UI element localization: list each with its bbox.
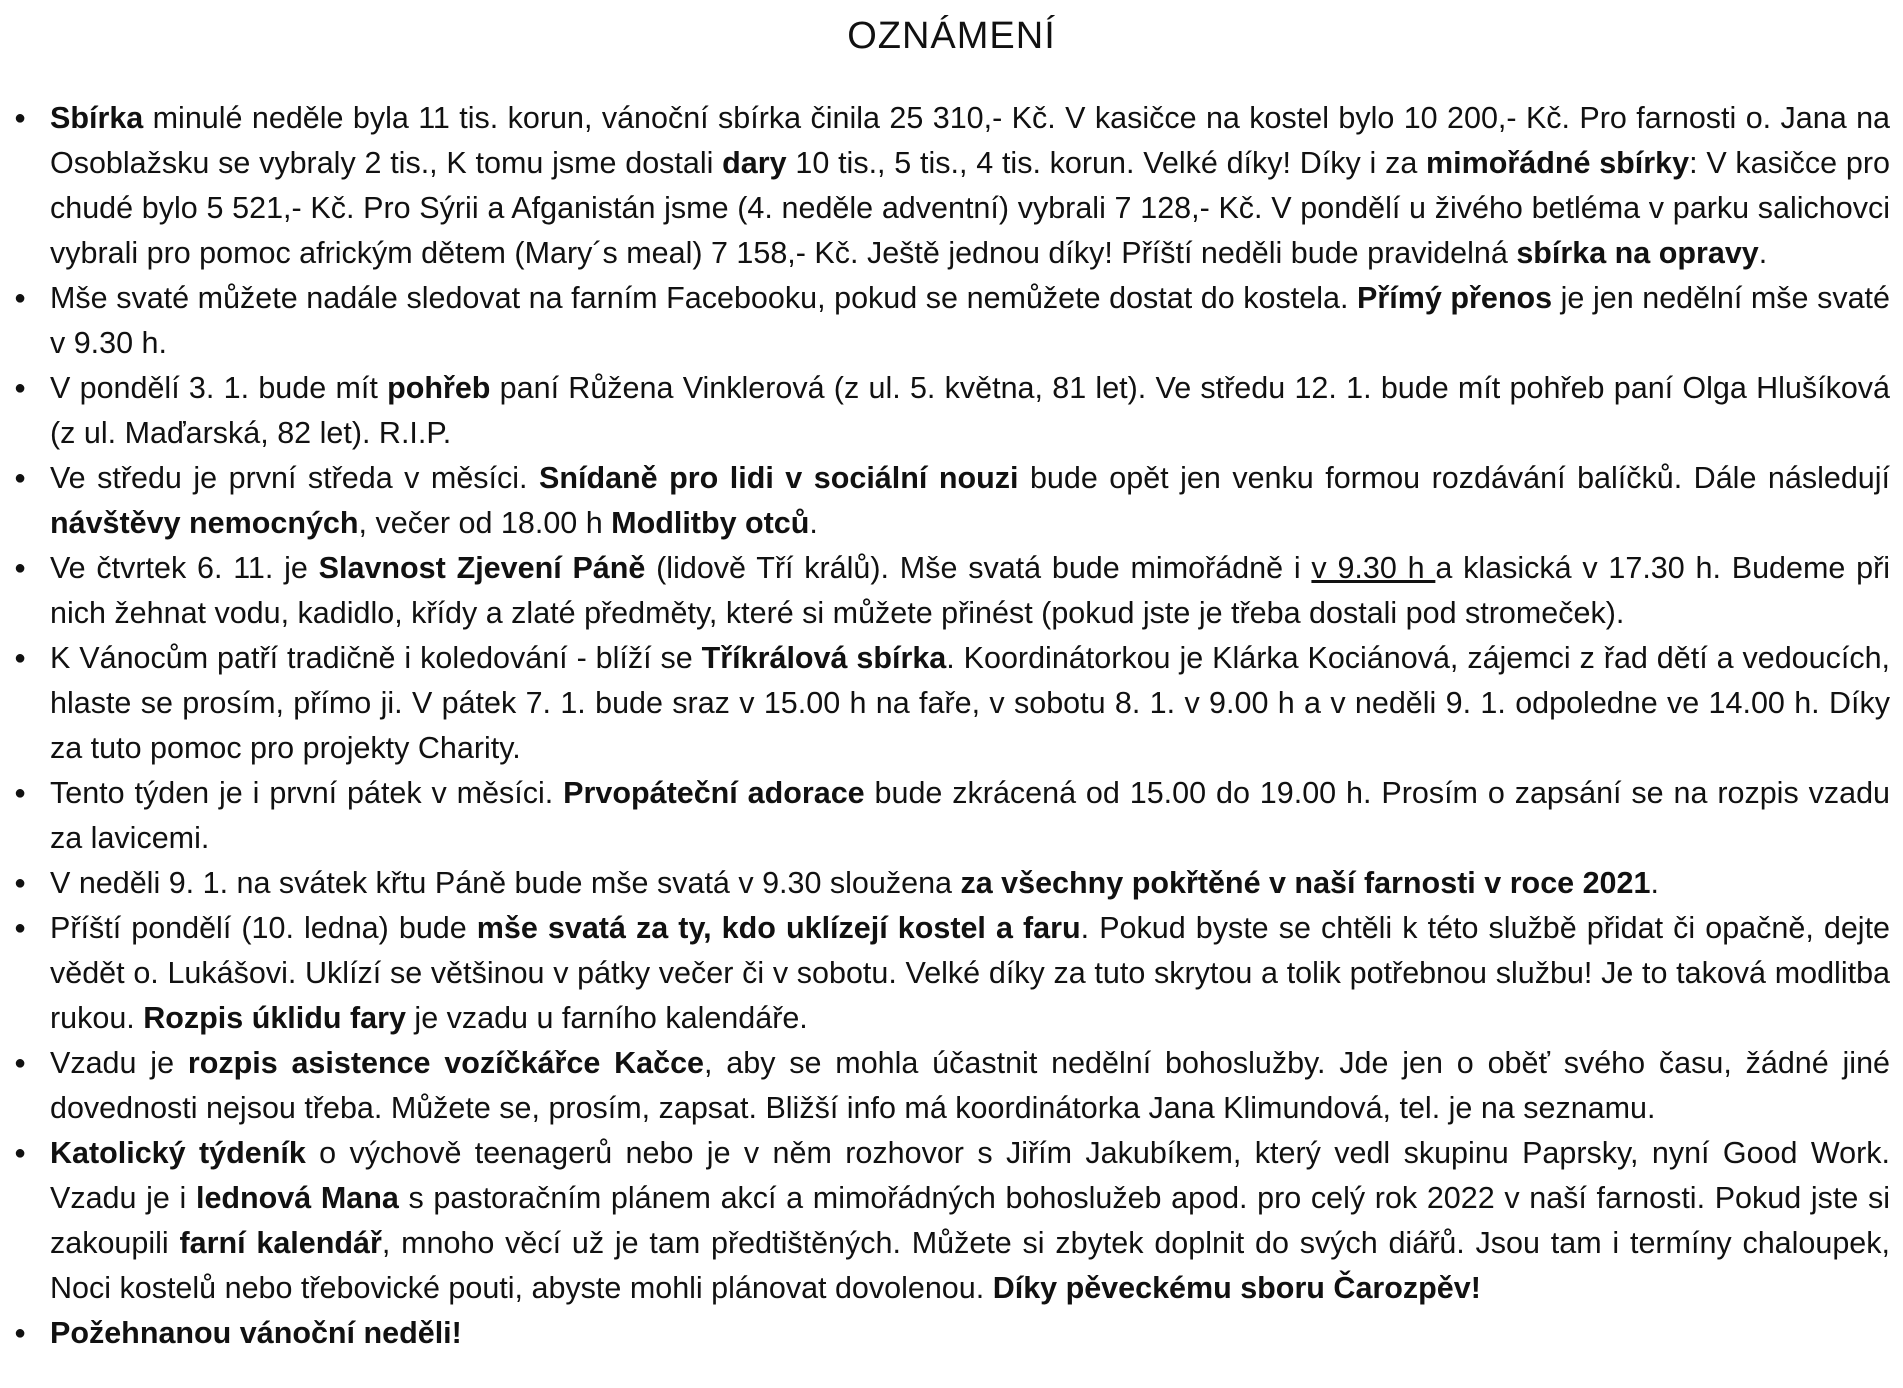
emphasis-text: Přímý přenos — [1357, 281, 1553, 315]
announcement-text: , aby se mohla účastnit nedělní bohoslužby. Jde jen o oběť svého času, žádné jiné dovednosti nejsou třeba. Můžete se, prosím, zapsat. Bližší info má koordinátorka Jana Klimundová, tel. je na seznamu. — [50, 1046, 1890, 1125]
announcement-text: (lidově Tří králů). Mše svatá bude mimořádně i — [645, 551, 1312, 585]
announcement-text: minulé neděle byla 11 tis. korun, vánoční sbírka činila 25 310,- Kč. V kasičce na kostel bylo 10 200,- Kč. Pro farnosti o. Jana na Osoblažsku se vybraly 2 tis., K tomu jsme dostali — [50, 101, 1890, 180]
bullet-icon: ● — [13, 1322, 27, 1344]
announcement-text: K Vánocům patří tradičně i koledování - blíží se — [50, 641, 702, 675]
bullet-icon: ● — [13, 872, 27, 894]
announcement-item — [0, 1311, 1903, 1356]
announcement-item — [0, 366, 1903, 456]
emphasis-text: Snídaně pro lidi v sociální nouzi — [539, 461, 1019, 495]
announcement-text: v 9.30 h — [1311, 551, 1436, 585]
announcement-text: . — [809, 506, 818, 540]
announcement-text: s pastoračním plánem akcí a mimořádných bohoslužeb apod. pro celý rok 2022 v naší farnosti. Pokud jste si zakoupili — [50, 1181, 1890, 1260]
bullet-icon: ● — [13, 287, 27, 309]
announcement-item — [0, 1041, 1903, 1131]
emphasis-text: Rozpis úklidu fary — [143, 1001, 406, 1035]
announcement-text: V neděli 9. 1. na svátek křtu Páně bude mše svatá v 9.30 sloužena — [50, 866, 961, 900]
emphasis-text: Požehnanou vánoční neděli! — [50, 1316, 462, 1350]
announcement-text: Ve středu je první středa v měsíci. — [50, 461, 540, 495]
bullet-icon: ● — [13, 917, 27, 939]
bullet-icon: ● — [13, 467, 27, 489]
announcement-text: o výchově teenagerů nebo je v něm rozhovor s Jiřím Jakubíkem, který vedl skupinu Paprsky, nyní Good Work. Vzadu je i — [50, 1136, 1890, 1215]
announcement-list — [0, 96, 1903, 1356]
emphasis-text: dary — [722, 146, 787, 180]
bullet-icon: ● — [13, 1142, 27, 1164]
announcement-text: bude zkrácená od 15.00 do 19.00 h. Prosím o zapsání se na rozpis vzadu za lavicemi. — [50, 776, 1890, 855]
bullet-icon: ● — [13, 782, 27, 804]
announcement-text: paní Růžena Vinklerová (z ul. 5. května, 81 let). Ve středu 12. 1. bude mít pohřeb paní Olga Hlušíková (z ul. Maďarská, 82 let). R.I.P. — [50, 371, 1891, 450]
announcement-text: je vzadu u farního kalendáře. — [405, 1001, 808, 1035]
announcement-item — [0, 1131, 1903, 1311]
announcement-item — [0, 546, 1903, 636]
announcement-text: , večer od 18.00 h — [358, 506, 612, 540]
announcement-text: a klasická v 17.30 h. Budeme při nich žehnat vodu, kadidlo, křídy a zlaté předměty, které si můžete přinést (pokud jste je třeba dostali pod stromeček). — [50, 551, 1891, 630]
announcement-text: . — [1650, 866, 1659, 900]
announcement-text: : V kasičce pro chudé bylo 5 521,- Kč. Pro Sýrii a Afganistán jsme (4. neděle adventní) vybrali 7 128,- Kč. V pondělí u živého betléma v parku salichovci vybrali pro pomoc africkým dětem (Mary´s meal) 7 158,- Kč. Ještě jednou díky! Příští neděli bude pravidelná — [50, 146, 1890, 270]
emphasis-text: Modlitby otců — [611, 506, 810, 540]
emphasis-text: Díky pěveckému sboru Čarozpěv! — [992, 1271, 1481, 1305]
announcement-text: Ve čtvrtek 6. 11. je — [50, 551, 319, 585]
emphasis-text: pohřeb — [387, 371, 491, 405]
announcement-text: Mše svaté můžete nadále sledovat na farním Facebooku, pokud se nemůžete dostat do kostela. — [50, 281, 1358, 315]
announcement-text: Tento týden je i první pátek v měsíci. — [50, 776, 564, 810]
announcement-text: Vzadu je — [50, 1046, 188, 1080]
announcement-item — [0, 456, 1903, 546]
announcement-item — [0, 276, 1903, 366]
announcement-text: je jen nedělní mše svaté v 9.30 h. — [50, 281, 1890, 360]
announcement-text: 10 tis., 5 tis., 4 tis. korun. Velké díky! Díky i za — [786, 146, 1427, 180]
announcement-text: Příští pondělí (10. ledna) bude — [50, 911, 477, 945]
emphasis-text: farní kalendář — [179, 1226, 382, 1260]
bullet-icon: ● — [13, 1052, 27, 1074]
emphasis-text: rozpis asistence vozíčkářce Kačce — [187, 1046, 705, 1080]
emphasis-text: návštěvy nemocných — [50, 506, 359, 540]
announcement-text: , mnoho věcí už je tam předtištěných. Můžete si zbytek doplnit do svých diářů. Jsou tam i termíny chaloupek, Noci kostelů nebo třebovické pouti, abyste mohli plánovat dovolenou. — [50, 1226, 1890, 1305]
bullet-icon: ● — [13, 377, 27, 399]
bullet-icon: ● — [13, 557, 27, 579]
emphasis-text: sbírka na opravy — [1516, 236, 1759, 270]
emphasis-text: za všechny pokřtěné v naší farnosti v roce 2021 — [960, 866, 1651, 900]
announcement-item — [0, 96, 1903, 276]
emphasis-text: mše svatá za ty, kdo uklízejí kostel a faru — [476, 911, 1081, 945]
emphasis-text: mimořádné sbírky — [1426, 146, 1690, 180]
emphasis-text: Tříkrálová sbírka — [701, 641, 947, 675]
announcement-item — [0, 636, 1903, 771]
page-title: OZNÁMENÍ — [847, 15, 1056, 57]
emphasis-text: Slavnost Zjevení Páně — [318, 551, 646, 585]
announcement-text: . Pokud byste se chtěli k této službě přidat či opačně, dejte vědět o. Lukášovi. Uklízí se většinou v pátky večer či v sobotu. Velké díky za tuto skrytou a tolik potřebnou službu! Je to taková modlitba rukou. — [50, 911, 1891, 1035]
emphasis-text: Prvopáteční adorace — [563, 776, 865, 810]
announcement-text: . Koordinátorkou je Klárka Kociánová, zájemci z řad dětí a vedoucích, hlaste se prosím, přímo ji. V pátek 7. 1. bude sraz v 15.00 h na faře, v sobotu 8. 1. v 9.00 h a v neděli 9. 1. odpoledne ve 14.00 h. Díky za tuto pomoc pro projekty Charity. — [50, 641, 1891, 765]
emphasis-text: Sbírka — [50, 101, 144, 135]
emphasis-text: lednová Mana — [195, 1181, 399, 1215]
announcement-item — [0, 906, 1903, 1041]
bullet-icon: ● — [13, 647, 27, 669]
announcement-item — [0, 771, 1903, 861]
announcement-text: bude opět jen venku formou rozdávání balíčků. Dále následují — [1018, 461, 1890, 495]
announcement-item — [0, 861, 1903, 906]
bullet-icon: ● — [13, 107, 27, 129]
announcement-text: . — [1758, 236, 1768, 270]
emphasis-text: Katolický týdeník — [50, 1136, 306, 1170]
announcement-text: V pondělí 3. 1. bude mít — [50, 371, 388, 405]
